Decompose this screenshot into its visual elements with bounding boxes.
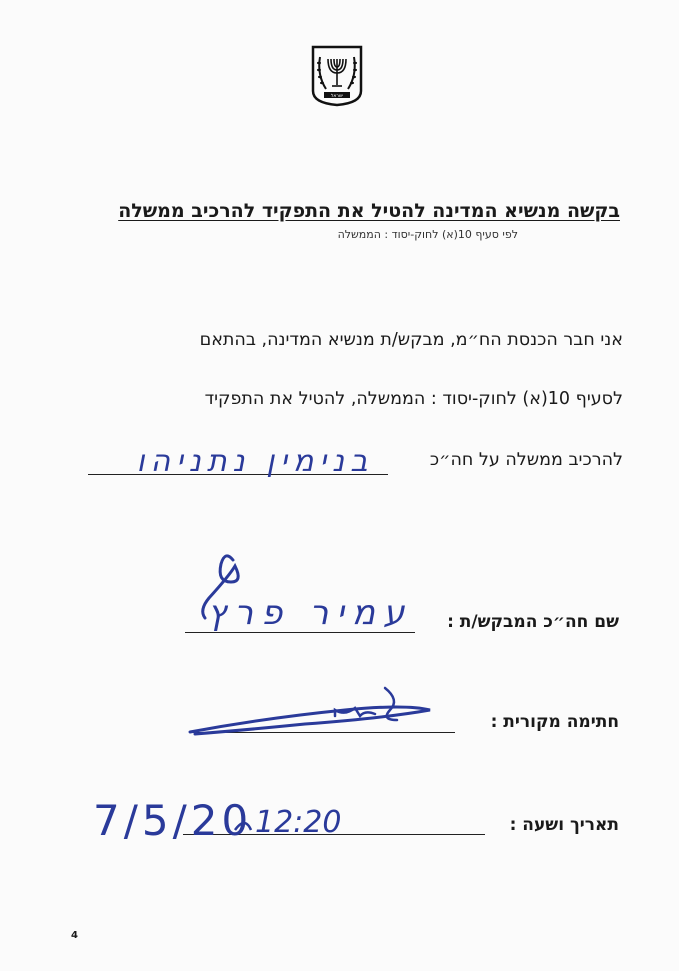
body-line-2: לסעיף 10(א) לחוק-יסוד : הממשלה, להטיל את התפקיד (204, 389, 623, 409)
document-title: בקשה מנשיא המדינה להטיל את התפקיד להרכיב ממשלה (118, 200, 620, 222)
requester-handwriting (185, 548, 415, 638)
datetime-handwriting (85, 780, 395, 850)
datetime-label: תאריך ושעה : (509, 815, 619, 835)
page-number: 4 (71, 930, 78, 941)
nominee-handwriting (120, 435, 390, 485)
date-handwritten: 7/5/20 (93, 796, 253, 845)
state-emblem-icon (310, 45, 364, 107)
signature-label: חתימה מקורית : (490, 712, 619, 732)
handwritten-signature (185, 680, 445, 740)
svg-text:בנימין נתניהו: בנימין נתניהו (136, 444, 374, 479)
document-subtitle: לפי סעיף 10(א) לחוק-יסוד : הממשלה (337, 228, 518, 241)
emblem-inscription: ישראל (330, 94, 344, 99)
time-handwritten: 12:20 (255, 805, 342, 840)
body-line-3: להרכיב ממשלה על חה״כ (429, 450, 623, 470)
svg-text:עמיר פרץ: עמיר פרץ (207, 593, 413, 633)
requester-name-label: שם חה״כ המבקש/ת : (447, 612, 619, 632)
body-line-1: אני חבר הכנסת הח״מ, מבקש/ת מנשיא המדינה, בהתאם (199, 330, 623, 350)
